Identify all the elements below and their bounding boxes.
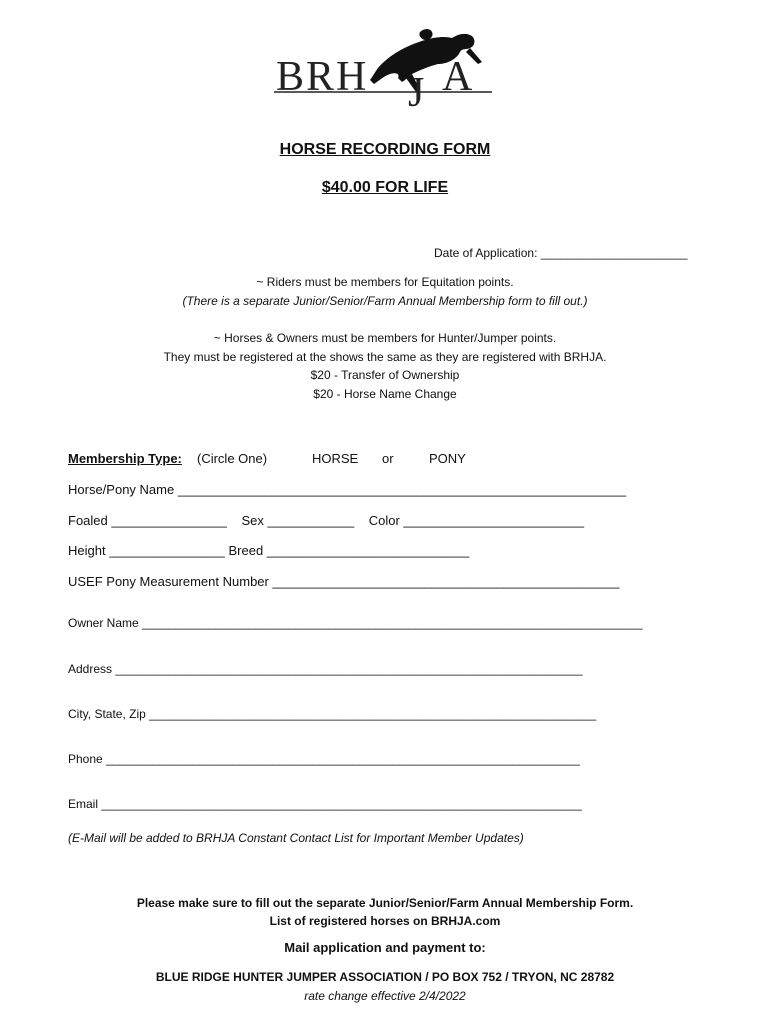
city-state-zip-field[interactable]: City, State, Zip ___________________________________________________________________ [68, 707, 597, 721]
brhja-logo [270, 26, 495, 128]
footer-mail-instructions: Mail application and payment to: [284, 940, 486, 955]
height-breed-field[interactable]: Height ________________ Breed ____________________________ [68, 543, 470, 558]
svg-text:J: J [408, 70, 425, 116]
membership-option-horse[interactable]: HORSE [312, 451, 359, 466]
note-riders: ~ Riders must be members for Equitation points. [256, 275, 514, 289]
footer-registered-list: List of registered horses on BRHJA.com [269, 914, 501, 928]
membership-type-heading: Membership Type: [68, 451, 182, 466]
phone-field[interactable]: Phone _______________________________________________________________________ [68, 752, 580, 766]
footer-membership-reminder: Please make sure to fill out the separate Junior/Senior/Farm Annual Membership Form. [136, 896, 634, 910]
address-field[interactable]: Address ______________________________________________________________________ [68, 662, 583, 676]
footer-rate-effective: rate change effective 2/4/2022 [304, 989, 466, 1003]
foaled-sex-color-field[interactable]: Foaled ________________ Sex ____________ Color _________________________ [68, 513, 585, 528]
membership-type-label [68, 451, 182, 466]
horse-name-field[interactable]: Horse/Pony Name ______________________________________________________________ [68, 482, 627, 497]
note-separate-form: (There is a separate Junior/Senior/Farm Annual Membership form to fill out.) [182, 294, 588, 308]
form-title: HORSE RECORDING FORM [279, 141, 491, 158]
note-name-change-fee: $20 - Horse Name Change [313, 387, 457, 401]
note-horses-owners: ~ Horses & Owners must be members for Hunter/Jumper points. [213, 331, 557, 345]
usef-measurement-field[interactable]: USEF Pony Measurement Number ________________________________________________ [68, 574, 620, 589]
membership-circle-one: (Circle One) [197, 451, 268, 466]
email-note: (E-Mail will be added to BRHJA Constant Contact List for Important Member Updates) [68, 831, 524, 845]
note-transfer-fee: $20 - Transfer of Ownership [310, 368, 460, 382]
email-field[interactable]: Email ________________________________________________________________________ [68, 797, 582, 811]
date-of-application-field[interactable]: Date of Application: ______________________ [434, 246, 688, 260]
footer-mailing-address: BLUE RIDGE HUNTER JUMPER ASSOCIATION / PO BOX 752 / TRYON, NC 28782 [155, 970, 615, 984]
owner-name-field[interactable]: Owner Name ___________________________________________________________________________ [68, 616, 643, 630]
membership-or: or [382, 451, 394, 466]
form-price: $40.00 FOR LIFE [321, 179, 449, 196]
svg-text:A: A [442, 54, 473, 100]
membership-option-pony[interactable]: PONY [429, 451, 466, 466]
note-registered: They must be registered at the shows the same as they are registered with BRHJA. [163, 350, 607, 364]
svg-text:BRH: BRH [276, 54, 369, 100]
